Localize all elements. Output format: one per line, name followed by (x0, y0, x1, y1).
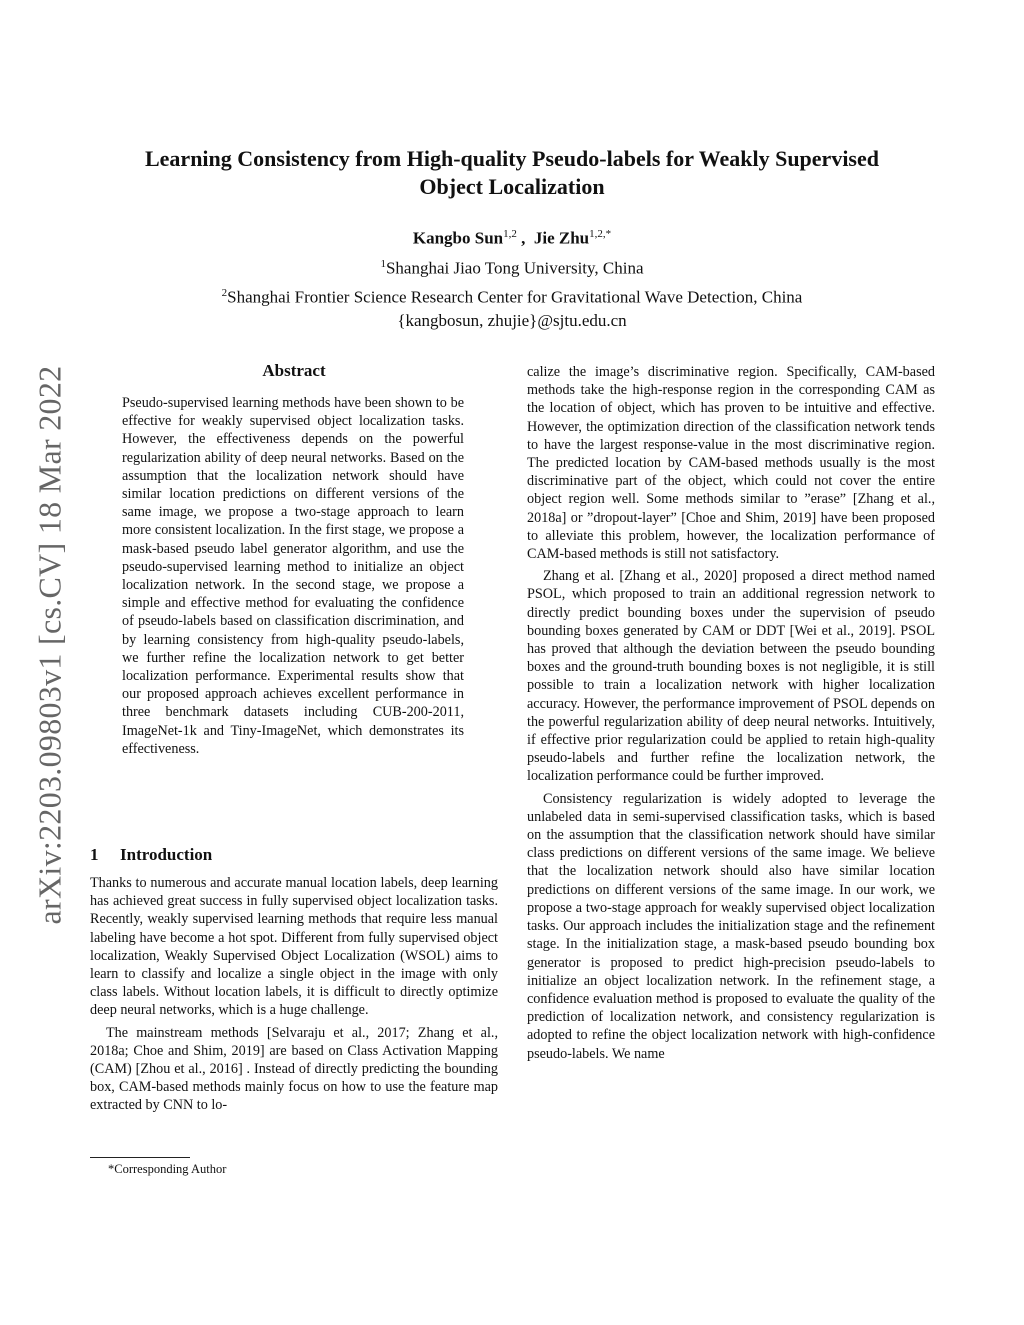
abstract-heading: Abstract (262, 361, 326, 380)
abstract-body: Pseudo-supervised learning methods have been shown to be effective for weakly supervised object localization tasks. However, the effectiveness depends on the powerful regularization ability of deep neural networks. Based on the assumption that the localization network should have similar location predictions on different versions of the same image, we propose a two-stage approach to learn more consistent localization. In the first stage, we propose a mask-based pseudo label generator algorithm, and use the pseudo-supervised learning method to initialize an object localization network. In the second stage, we propose a simple and effective method for evaluating the confidence of pseudo-labels based on classification discrimination, and by learning consistency from high-quality pseudo-labels, we further refine the localization network to get better localization performance. Experimental results show that our proposed approach achieves excellent performance in three benchmark datasets including CUB-200-2011, ImageNet-1k and Tiny-ImageNet, which demonstrates its effectiveness. (122, 395, 464, 757)
affiliation-line (100, 281, 924, 310)
paragraph: Zhang et al. [Zhang et al., 2020] proposed a direct method named PSOL, which proposed to train an additional regression network to directly predict bounding boxes under the supervision of pseudo bounding boxes generated by CAM or DDT [Wei et al., 2019]. PSOL has proved that although the deviation between the pseudo bounding boxes and the ground-truth bounding boxes is not negligible, it is still possible to train a localization network with higher localization accuracy. However, the performance improvement of PSOL depends on the powerful regularization ability of deep neural networks. Intuitively, if effective prior regularization could be applied to retain high-quality pseudo-labels and further refine the localization network, the localization performance could be further improved. (527, 568, 935, 785)
title-line-1: Learning Consistency from High-quality Pseudo-labels for Weakly Supervised (144, 146, 879, 171)
arxiv-watermark: arXiv:2203.09803v1 [cs.CV] 18 Mar 2022 (31, 365, 68, 925)
affiliation-text: Shanghai Frontier Science Research Center for Gravitational Wave Detection, China (227, 287, 803, 307)
affiliation-line (100, 252, 924, 281)
section-heading (90, 845, 212, 865)
right-column-body (527, 363, 935, 1063)
affiliation-marker: 2 (221, 286, 228, 299)
paper-title (100, 145, 924, 201)
author-name: Jie Zhu (533, 228, 590, 248)
author-list (100, 222, 924, 251)
paragraph: The mainstream methods [Selvaraju et al., 2017; Zhang et al., 2018a; Choe and Shim, 2019] are based on Class Activation Mapping (CAM) [Zhou et al., 2016] . Instead of directly predicting the bounding box, CAM-based methods mainly focus on how to use the feature map extracted by CNN to lo- (90, 1024, 498, 1114)
affiliation-text: Shanghai Jiao Tong University, China (385, 258, 644, 278)
author-affil-marker: 1,2,* (589, 228, 612, 240)
title-line-2: Object Localization (419, 174, 605, 199)
section-number: 1 (90, 845, 99, 864)
footnote-rule (90, 1157, 190, 1158)
author-separator: , (516, 228, 534, 248)
author-affil-marker: 1,2 (503, 228, 517, 240)
author-name: Kangbo Sun (412, 228, 504, 248)
paragraph: Consistency regularization is widely adopted to leverage the unlabeled data in semi-supervised classification tasks, which is based on the assumption that the classification network should have similar class predictions on different versions of the same image. We believe that the localization network should also have similar location predictions on different versions of the same image. In our work, we propose a two-stage approach for weakly supervised object localization tasks. Our approach includes the initialization stage and the refinement stage. In the initialization stage, a mask-based pseudo bounding box generator is proposed to predict high-precision pseudo-labels to initialize an object localization network. In the refinement stage, a confidence evaluation method is proposed to evaluate the quality of the prediction of localization network, and consistency regularization is adopted to refine the object localization network with high-confidence pseudo-labels. We name (527, 790, 935, 1062)
left-column-body (90, 874, 498, 1115)
section-title: Introduction (120, 845, 213, 864)
paragraph: calize the image’s discriminative region. Specifically, CAM-based methods take the high-response region in the corresponding CAM as the location of object, which has proven to be intuitive and effective. However, the optimization direction of the classification network tends to have the largest response-value in the most discriminative region. The predicted location by CAM-based methods usually is the most discriminative part of the object, which could not cover the entire object region well. Some methods similar to ”erase” [Zhang et al., 2018a] or ”dropout-layer” [Choe and Shim, 2019] have been proposed to alleviate this problem, however, the localization performance of CAM-based methods is still not satisfactory. (527, 364, 935, 563)
paragraph: Thanks to numerous and accurate manual location labels, deep learning has achieved great success in fully supervised object localization tasks. Recently, weakly supervised learning methods that require less manual labeling have become a hot spot. Different from fully supervised object localization, Weakly Supervised Object Localization (WSOL) aims to learn to classify and localize a single object in the image with only class labels. Without location labels, it is difficult to directly optimize deep neural networks, which is a huge challenge. (90, 875, 498, 1019)
author-email: {kangbosun, zhujie}@sjtu.edu.cn (397, 311, 627, 331)
affiliations (100, 252, 924, 333)
footnote: *Corresponding Author (108, 1162, 227, 1176)
affiliation-marker: 1 (380, 258, 386, 270)
